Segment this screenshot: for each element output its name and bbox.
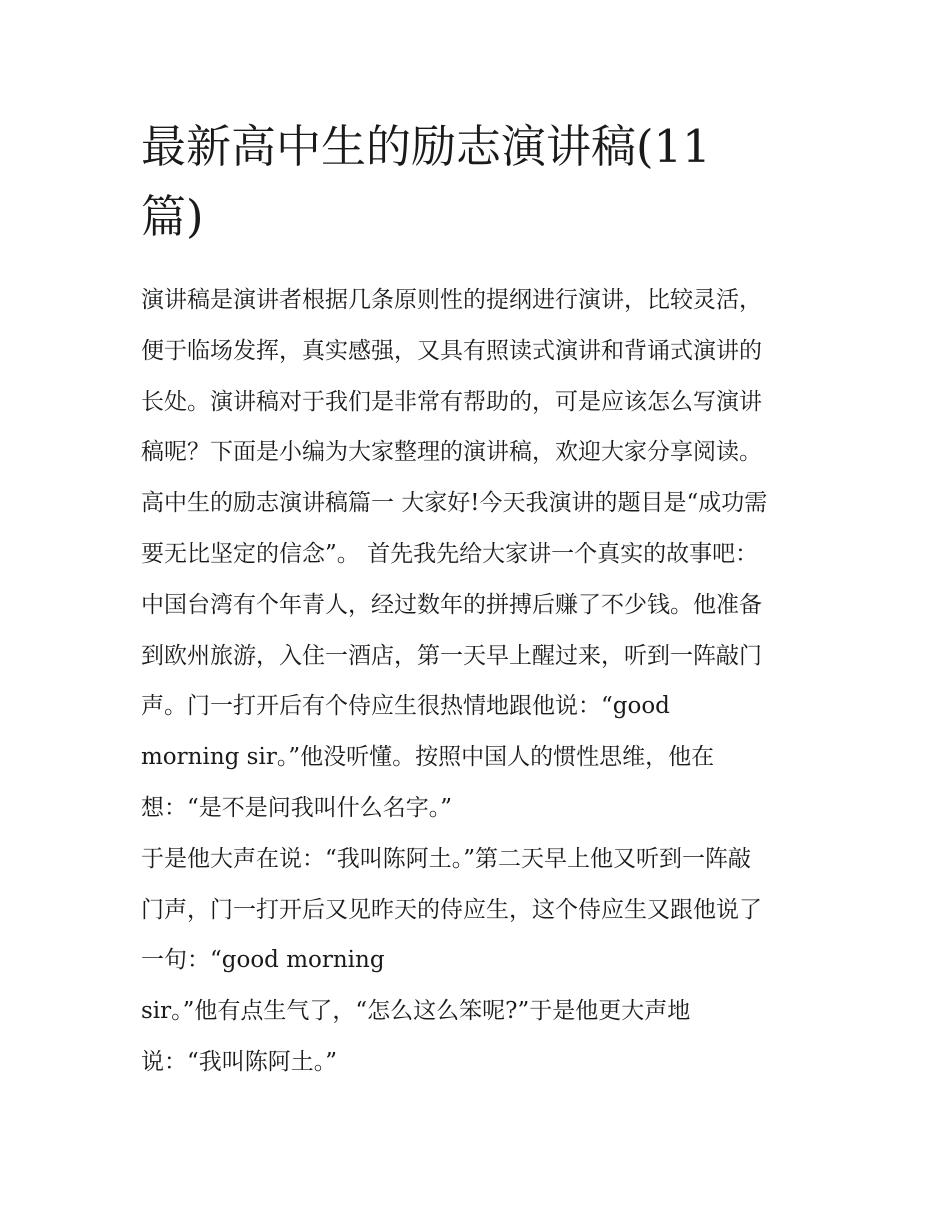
body-line: 于是他大声在说：“我叫陈阿土。”第二天早上他又听到一阵敲 — [141, 845, 752, 872]
body-line: 长处。演讲稿对于我们是非常有帮助的，可是应该怎么写演讲 — [141, 388, 762, 415]
document-title — [141, 112, 821, 252]
body-line: morning sir。”他没听懂。按照中国人的惯性思维，他在 — [141, 744, 715, 771]
document-body — [141, 275, 821, 1088]
body-line: 想：“是不是问我叫什么名字。” — [141, 794, 453, 821]
body-line: 门声，门一打开后又见昨天的侍应生，这个侍应生又跟他说了 — [141, 896, 762, 923]
title-line-1: 最新高中生的励志演讲稿(11 — [141, 120, 711, 173]
body-line: 稿呢？下面是小编为大家整理的演讲稿，欢迎大家分享阅读。 — [141, 439, 762, 466]
body-line: 演讲稿是演讲者根据几条原则性的提纲进行演讲，比较灵活， — [141, 287, 762, 313]
body-line: 要无比坚定的信念”。 首先我先给大家讲一个真实的故事吧： — [141, 540, 759, 567]
body-line: 声。门一打开后有个侍应生很热情地跟他说：“good — [141, 693, 670, 720]
body-line: 说：“我叫陈阿土。” — [141, 1048, 338, 1075]
title-line-2: 篇) — [141, 190, 204, 243]
body-line: 到欧州旅游，入住一酒店，第一天早上醒过来，听到一阵敲门 — [141, 642, 762, 669]
body-line: 高中生的励志演讲稿篇一 大家好!今天我演讲的题目是“成功需 — [141, 490, 768, 517]
body-line: 便于临场发挥，真实感强，又具有照读式演讲和背诵式演讲的 — [141, 337, 762, 364]
document-page — [141, 112, 821, 1088]
body-line: 中国台湾有个年青人，经过数年的拼搏后赚了不少钱。他准备 — [141, 591, 762, 618]
body-line: 一句：“good morning — [141, 947, 385, 974]
body-line: sir。”他有点生气了，“怎么这么笨呢?”于是他更大声地 — [141, 998, 691, 1025]
